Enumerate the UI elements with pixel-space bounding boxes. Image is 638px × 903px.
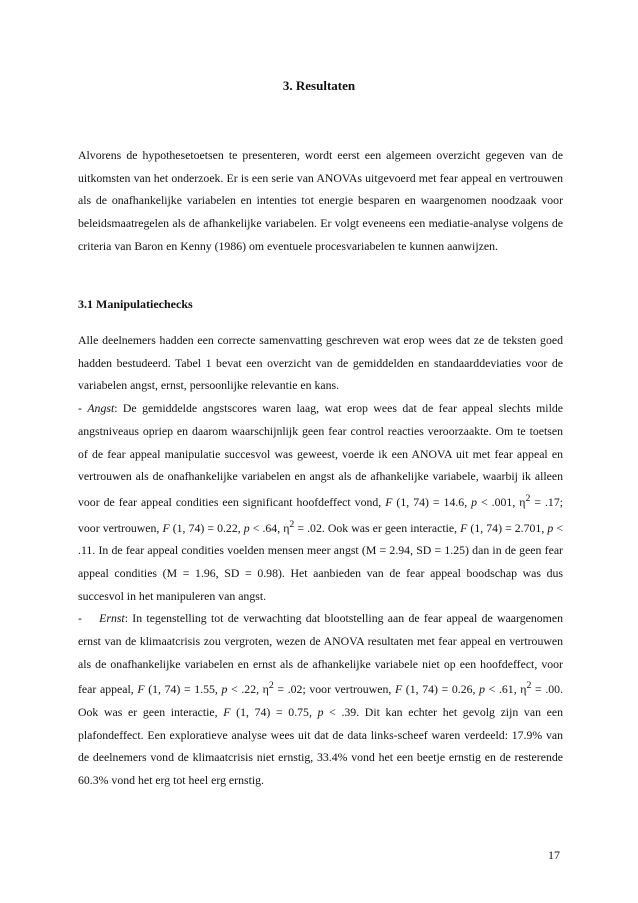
ernst-text: = .00. Ook was er geen interactie, xyxy=(78,682,564,720)
manipulation-checks-body xyxy=(78,329,563,792)
stat-F: F xyxy=(460,520,468,535)
angst-text: = .02. Ook was er geen interactie, xyxy=(294,520,461,535)
angst-text: < .11. In de fear appeal condities voelden mensen meer angst (M = 2.94, SD = 1.25) dan in de geen fear appeal condities (M = 1.96, SD = 0.98). Het aanbieden van de fear appeal boodschap was dus succesvol in het manipuleren van angst. xyxy=(78,520,563,603)
stat-F: F xyxy=(394,682,403,697)
intro-paragraph xyxy=(78,144,563,258)
ernst-text: (1, 74) = 0.75, xyxy=(230,705,318,720)
stat-p: p xyxy=(221,682,228,697)
angst-text: (1, 74) = 14.6, xyxy=(392,494,472,509)
angst-text: < .64, η xyxy=(249,520,290,535)
ernst-text: < .61, η xyxy=(485,682,527,697)
angst-text: < .001, η xyxy=(477,494,526,509)
angst-text: : De gemiddelde angstscores waren laag, wat erop wees dat de fear appeal slechts milde angstniveaus opriep en daarom waarschijnlijk geen fear control reacties veroorzaakte. Om te toetsen of de fear appeal manipulatie succesvol was geweest, voerde ik een ANOVA uit met fear appeal en vertrouwen als de onafhankelijke variabelen en angst als de afhankelijke variabele, waarbij ik alleen voor de fear appeal condities een significant hoofdeffect vond, xyxy=(78,401,563,509)
superscript: 2 xyxy=(526,680,532,692)
stat-p: p xyxy=(479,682,486,697)
superscript: 2 xyxy=(525,492,531,504)
superscript: 2 xyxy=(289,518,295,530)
ernst-text: (1, 74) = 0.26, xyxy=(402,682,480,697)
angst-text: = .17; voor vertrouwen, xyxy=(78,494,564,535)
ernst-text: < .39. Dit kan echter het gevolg zijn van een plafondeffect. Een exploratieve analyse wees uit dat de data links-scheef waren verdeeld: 17.9% van de deelnemers vond de klimaatcrisis niet ernstig, 33.4% vond het een beetje ernstig en de resterende 60.3% vond het erg tot heel erg ernstig. xyxy=(78,705,563,788)
subsection-heading: 3.1 Manipulatiechecks xyxy=(78,297,193,311)
term-angst: Angst xyxy=(87,401,115,416)
stat-F: F xyxy=(223,705,231,720)
stat-p: p xyxy=(471,494,478,509)
ernst-text: < .22, η xyxy=(227,682,269,697)
stat-p: p xyxy=(243,520,250,535)
page-number: 17 xyxy=(548,848,560,862)
stat-p: p xyxy=(317,705,324,720)
stat-p: p xyxy=(547,520,554,535)
ernst-text: (1, 74) = 1.55, xyxy=(144,682,222,697)
ernst-text: = .02; voor vertrouwen, xyxy=(273,682,395,697)
superscript: 2 xyxy=(268,680,274,692)
angst-text: (1, 74) = 2.701, xyxy=(467,520,548,535)
bullet-dash: - xyxy=(78,611,100,626)
intro-text: Alvorens de hypothesetoetsen te presenteren, wordt eerst een algemeen overzicht gegeven van de uitkomsten van het onderzoek. Er is een serie van ANOVAs uitgevoerd met fear appeal en vertrouwen als de onafhankelijke variabelen en intenties tot energie besparen en waargenomen noodzaak voor beleidsmaatregelen als de afhankelijke variabelen. Er volgt eveneens een mediatie-analyse volgens de criteria van Baron en Kenny (1986) om eventuele procesvariabelen te kunnen aanwijzen. xyxy=(78,148,563,253)
stat-F: F xyxy=(162,520,170,535)
stat-F: F xyxy=(385,494,393,509)
term-ernst: Ernst xyxy=(99,611,125,626)
angst-text: (1, 74) = 0.22, xyxy=(169,520,244,535)
paragraph-ernst xyxy=(78,607,563,792)
ernst-text: : In tegenstelling tot de verwachting dat blootstelling aan de fear appeal de waargenomen ernst van de klimaatcrisis zou vergroten, wezen de ANOVA resultaten met fear appeal en vertrouwen als de onafhankelijke variabelen en ernst als de afhankelijke variabele niet op een hoofdeffect, voor fear appeal, xyxy=(78,611,563,697)
section-title: 3. Resultaten xyxy=(282,78,356,93)
bullet-dash: - xyxy=(78,401,88,416)
paragraph-summary: Alle deelnemers hadden een correcte samenvatting geschreven wat erop wees dat ze de teksten goed hadden bestudeerd. Tabel 1 bevat een overzicht van de gemiddelden en standaarddeviaties voor de variabelen angst, ernst, persoonlijke relevantie en kans. xyxy=(78,333,563,393)
stat-F: F xyxy=(137,682,145,697)
paragraph-angst xyxy=(78,397,563,607)
